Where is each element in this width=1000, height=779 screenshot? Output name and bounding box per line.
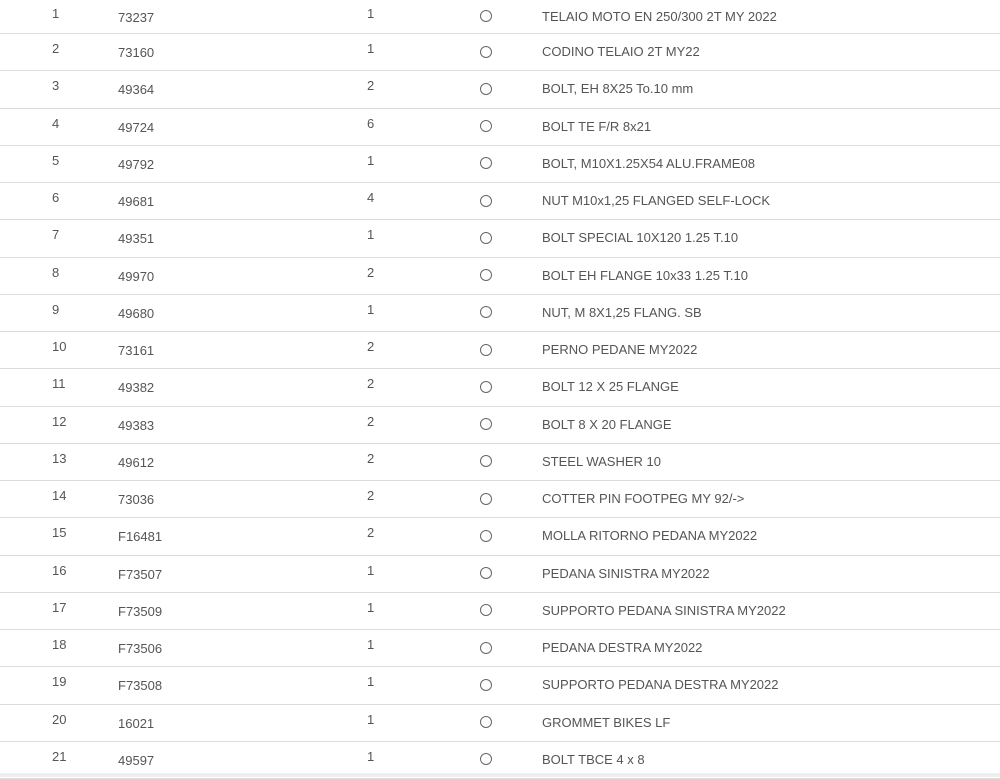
- row-position: [0, 332, 118, 369]
- radio-circle-icon[interactable]: [480, 232, 492, 244]
- row-description: [542, 220, 1000, 257]
- row-description-text: BOLT EH FLANGE 10x33 1.25 T.10: [542, 267, 748, 283]
- row-select[interactable]: [480, 406, 542, 443]
- row-quantity: [367, 220, 480, 257]
- radio-circle-icon[interactable]: [480, 716, 492, 728]
- row-description: [542, 332, 1000, 369]
- table-row: [0, 0, 1000, 34]
- row-quantity-text: 2: [367, 264, 375, 280]
- row-part-code: [118, 704, 367, 741]
- row-quantity: [367, 481, 480, 518]
- row-quantity: [367, 0, 480, 34]
- row-quantity-text: 2: [367, 488, 375, 504]
- row-description-text: BOLT TBCE 4 x 8: [542, 751, 645, 767]
- row-quantity-text: 2: [367, 525, 375, 541]
- bottom-divider: [0, 773, 1000, 777]
- row-description-text: NUT M10x1,25 FLANGED SELF-LOCK: [542, 193, 771, 209]
- row-quantity-text: 2: [367, 78, 375, 94]
- row-description: [542, 34, 1000, 71]
- row-position-text: 10: [52, 339, 67, 355]
- row-description: [542, 518, 1000, 555]
- row-part-code: [118, 71, 367, 108]
- row-quantity: [367, 332, 480, 369]
- row-part-code: [118, 369, 367, 406]
- row-description: [542, 443, 1000, 480]
- row-part-code-text: F73507: [118, 566, 163, 582]
- row-part-code-text: 49724: [118, 119, 155, 135]
- row-position-text: 18: [52, 637, 67, 653]
- row-part-code-text: 73160: [118, 45, 155, 61]
- table-row: [0, 183, 1000, 220]
- row-position-text: 13: [52, 450, 67, 466]
- row-quantity: [367, 34, 480, 71]
- row-select[interactable]: [480, 183, 542, 220]
- row-quantity: [367, 667, 480, 704]
- row-position: [0, 481, 118, 518]
- table-row: [0, 257, 1000, 294]
- row-description-text: PEDANA DESTRA MY2022: [542, 640, 703, 656]
- row-select[interactable]: [480, 481, 542, 518]
- row-position: [0, 108, 118, 145]
- radio-circle-icon[interactable]: [480, 493, 492, 505]
- row-description: [542, 108, 1000, 145]
- table-row: [0, 443, 1000, 480]
- row-description-text: BOLT 8 X 20 FLANGE: [542, 416, 672, 432]
- table-row: [0, 704, 1000, 741]
- row-position: [0, 704, 118, 741]
- row-description: [542, 555, 1000, 592]
- row-part-code: [118, 443, 367, 480]
- row-position: [0, 518, 118, 555]
- row-select[interactable]: [480, 108, 542, 145]
- radio-circle-icon[interactable]: [480, 567, 492, 579]
- row-select[interactable]: [480, 145, 542, 182]
- row-part-code: [118, 555, 367, 592]
- row-part-code-text: F73509: [118, 603, 163, 619]
- row-quantity: [367, 443, 480, 480]
- table-row: [0, 592, 1000, 629]
- row-position-text: 4: [52, 115, 60, 131]
- row-description: [542, 257, 1000, 294]
- row-quantity: [367, 71, 480, 108]
- row-select[interactable]: [480, 34, 542, 71]
- row-part-code: [118, 220, 367, 257]
- row-quantity-text: 1: [367, 674, 375, 690]
- radio-circle-icon[interactable]: [480, 10, 492, 22]
- row-quantity-text: 2: [367, 376, 375, 392]
- row-position-text: 8: [52, 264, 60, 280]
- row-position: [0, 220, 118, 257]
- row-position: [0, 145, 118, 182]
- row-part-code: [118, 0, 367, 34]
- row-part-code: [118, 34, 367, 71]
- row-quantity-text: 4: [367, 190, 375, 206]
- row-quantity: [367, 406, 480, 443]
- table-row: [0, 332, 1000, 369]
- row-quantity: [367, 555, 480, 592]
- row-select[interactable]: [480, 630, 542, 667]
- row-quantity: [367, 145, 480, 182]
- row-description: [542, 481, 1000, 518]
- row-select[interactable]: [480, 220, 542, 257]
- radio-circle-icon[interactable]: [480, 530, 492, 542]
- row-description: [542, 592, 1000, 629]
- row-position-text: 5: [52, 152, 60, 168]
- row-position-text: 16: [52, 562, 67, 578]
- row-description: [542, 71, 1000, 108]
- row-part-code-text: 49970: [118, 268, 155, 284]
- table-row: [0, 108, 1000, 145]
- row-position: [0, 0, 118, 34]
- row-quantity: [367, 294, 480, 331]
- row-position-text: 17: [52, 599, 67, 615]
- table-row: [0, 220, 1000, 257]
- table-row: [0, 518, 1000, 555]
- radio-circle-icon[interactable]: [480, 157, 492, 169]
- radio-circle-icon[interactable]: [480, 120, 492, 132]
- table-row: [0, 555, 1000, 592]
- row-position-text: 21: [52, 748, 67, 764]
- radio-circle-icon[interactable]: [480, 455, 492, 467]
- row-position: [0, 555, 118, 592]
- row-position-text: 3: [52, 78, 60, 94]
- row-part-code-text: 16021: [118, 715, 155, 731]
- row-quantity: [367, 257, 480, 294]
- radio-circle-icon[interactable]: [480, 195, 492, 207]
- row-position-text: 2: [52, 41, 60, 57]
- row-quantity-text: 6: [367, 115, 375, 131]
- row-quantity-text: 2: [367, 450, 375, 466]
- row-description: [542, 145, 1000, 182]
- row-part-code-text: 49597: [118, 752, 155, 768]
- row-position-text: 1: [52, 5, 60, 21]
- row-quantity: [367, 630, 480, 667]
- radio-circle-icon[interactable]: [480, 418, 492, 430]
- row-part-code-text: F73508: [118, 678, 163, 694]
- row-select[interactable]: [480, 667, 542, 704]
- row-description: [542, 630, 1000, 667]
- row-description-text: BOLT, EH 8X25 To.10 mm: [542, 81, 694, 97]
- row-description-text: COTTER PIN FOOTPEG MY 92/->: [542, 491, 745, 507]
- row-description-text: CODINO TELAIO 2T MY22: [542, 44, 700, 60]
- row-description-text: SUPPORTO PEDANA DESTRA MY2022: [542, 677, 779, 693]
- row-position: [0, 369, 118, 406]
- row-description: [542, 294, 1000, 331]
- row-description-text: MOLLA RITORNO PEDANA MY2022: [542, 528, 758, 544]
- row-description-text: NUT, M 8X1,25 FLANG. SB: [542, 304, 702, 320]
- row-description-text: BOLT, M10X1.25X54 ALU.FRAME08: [542, 155, 755, 171]
- row-part-code-text: 49792: [118, 156, 155, 172]
- radio-circle-icon[interactable]: [480, 306, 492, 318]
- table-row: [0, 406, 1000, 443]
- row-part-code-text: F73506: [118, 641, 163, 657]
- radio-circle-icon[interactable]: [480, 679, 492, 691]
- table-row: [0, 145, 1000, 182]
- row-position: [0, 443, 118, 480]
- row-quantity: [367, 518, 480, 555]
- row-quantity-text: 1: [367, 152, 375, 168]
- row-select[interactable]: [480, 443, 542, 480]
- row-part-code-text: 49383: [118, 417, 155, 433]
- row-quantity-text: 1: [367, 5, 375, 21]
- row-description: [542, 0, 1000, 34]
- row-position-text: 14: [52, 488, 67, 504]
- row-select[interactable]: [480, 257, 542, 294]
- row-description-text: PERNO PEDANE MY2022: [542, 342, 698, 358]
- row-part-code-text: 73036: [118, 492, 155, 508]
- row-select[interactable]: [480, 71, 542, 108]
- table-row: [0, 481, 1000, 518]
- table-row: [0, 369, 1000, 406]
- row-position: [0, 294, 118, 331]
- row-description: [542, 369, 1000, 406]
- row-position: [0, 71, 118, 108]
- table-row: [0, 34, 1000, 71]
- row-select[interactable]: [480, 592, 542, 629]
- row-part-code-text: 49351: [118, 231, 155, 247]
- row-description-text: GROMMET BIKES LF: [542, 714, 671, 730]
- row-select[interactable]: [480, 294, 542, 331]
- row-position-text: 11: [52, 376, 66, 392]
- row-quantity-text: 1: [367, 301, 375, 317]
- row-description-text: BOLT SPECIAL 10X120 1.25 T.10: [542, 230, 739, 246]
- row-part-code: [118, 592, 367, 629]
- row-position-text: 19: [52, 674, 67, 690]
- row-quantity-text: 1: [367, 748, 375, 764]
- row-part-code-text: 49680: [118, 305, 155, 321]
- row-part-code: [118, 183, 367, 220]
- row-description-text: SUPPORTO PEDANA SINISTRA MY2022: [542, 602, 786, 618]
- row-part-code: [118, 145, 367, 182]
- row-part-code-text: 49612: [118, 454, 155, 470]
- row-quantity-text: 1: [367, 562, 375, 578]
- row-position-text: 7: [52, 227, 60, 243]
- row-quantity: [367, 183, 480, 220]
- row-select[interactable]: [480, 369, 542, 406]
- row-part-code-text: F16481: [118, 529, 163, 545]
- table-row: [0, 294, 1000, 331]
- row-part-code: [118, 518, 367, 555]
- row-quantity: [367, 704, 480, 741]
- row-description: [542, 406, 1000, 443]
- row-part-code-text: 73237: [118, 9, 155, 25]
- row-part-code-text: 49681: [118, 194, 155, 210]
- row-position-text: 9: [52, 301, 60, 317]
- row-part-code: [118, 406, 367, 443]
- row-part-code: [118, 108, 367, 145]
- row-position: [0, 34, 118, 71]
- row-quantity: [367, 369, 480, 406]
- row-description-text: STEEL WASHER 10: [542, 453, 661, 469]
- row-description: [542, 704, 1000, 741]
- row-quantity: [367, 592, 480, 629]
- row-position-text: 6: [52, 190, 60, 206]
- radio-circle-icon[interactable]: [480, 269, 492, 281]
- table-row: [0, 71, 1000, 108]
- row-description-text: BOLT TE F/R 8x21: [542, 118, 652, 134]
- row-part-code: [118, 294, 367, 331]
- row-quantity-text: 2: [367, 339, 375, 355]
- row-select[interactable]: [480, 555, 542, 592]
- row-quantity-text: 1: [367, 599, 375, 615]
- radio-circle-icon[interactable]: [480, 46, 492, 58]
- radio-circle-icon[interactable]: [480, 604, 492, 616]
- row-position: [0, 406, 118, 443]
- row-part-code: [118, 667, 367, 704]
- row-quantity-text: 1: [367, 711, 375, 727]
- row-select[interactable]: [480, 0, 542, 34]
- row-part-code: [118, 332, 367, 369]
- row-position-text: 15: [52, 525, 67, 541]
- row-part-code-text: 49382: [118, 380, 155, 396]
- row-part-code-text: 73161: [118, 343, 155, 359]
- radio-circle-icon[interactable]: [480, 381, 492, 393]
- row-position: [0, 667, 118, 704]
- row-select[interactable]: [480, 332, 542, 369]
- table-row: [0, 630, 1000, 667]
- row-position: [0, 183, 118, 220]
- row-select[interactable]: [480, 704, 542, 741]
- row-position-text: 20: [52, 711, 67, 727]
- row-quantity-text: 1: [367, 41, 375, 57]
- row-position: [0, 257, 118, 294]
- row-description: [542, 183, 1000, 220]
- row-position: [0, 630, 118, 667]
- row-description-text: TELAIO MOTO EN 250/300 2T MY 2022: [542, 8, 777, 24]
- row-part-code: [118, 630, 367, 667]
- table-row: [0, 667, 1000, 704]
- row-position-text: 12: [52, 413, 67, 429]
- row-quantity-text: 1: [367, 637, 375, 653]
- row-part-code: [118, 257, 367, 294]
- row-select[interactable]: [480, 518, 542, 555]
- row-part-code-text: 49364: [118, 82, 155, 98]
- row-description: [542, 667, 1000, 704]
- radio-circle-icon[interactable]: [480, 642, 492, 654]
- row-description-text: BOLT 12 X 25 FLANGE: [542, 379, 679, 395]
- row-quantity: [367, 108, 480, 145]
- radio-circle-icon[interactable]: [480, 83, 492, 95]
- row-description-text: PEDANA SINISTRA MY2022: [542, 565, 710, 581]
- radio-circle-icon[interactable]: [480, 753, 492, 765]
- row-quantity-text: 1: [367, 227, 375, 243]
- row-part-code: [118, 481, 367, 518]
- row-quantity-text: 2: [367, 413, 375, 429]
- row-position: [0, 592, 118, 629]
- radio-circle-icon[interactable]: [480, 344, 492, 356]
